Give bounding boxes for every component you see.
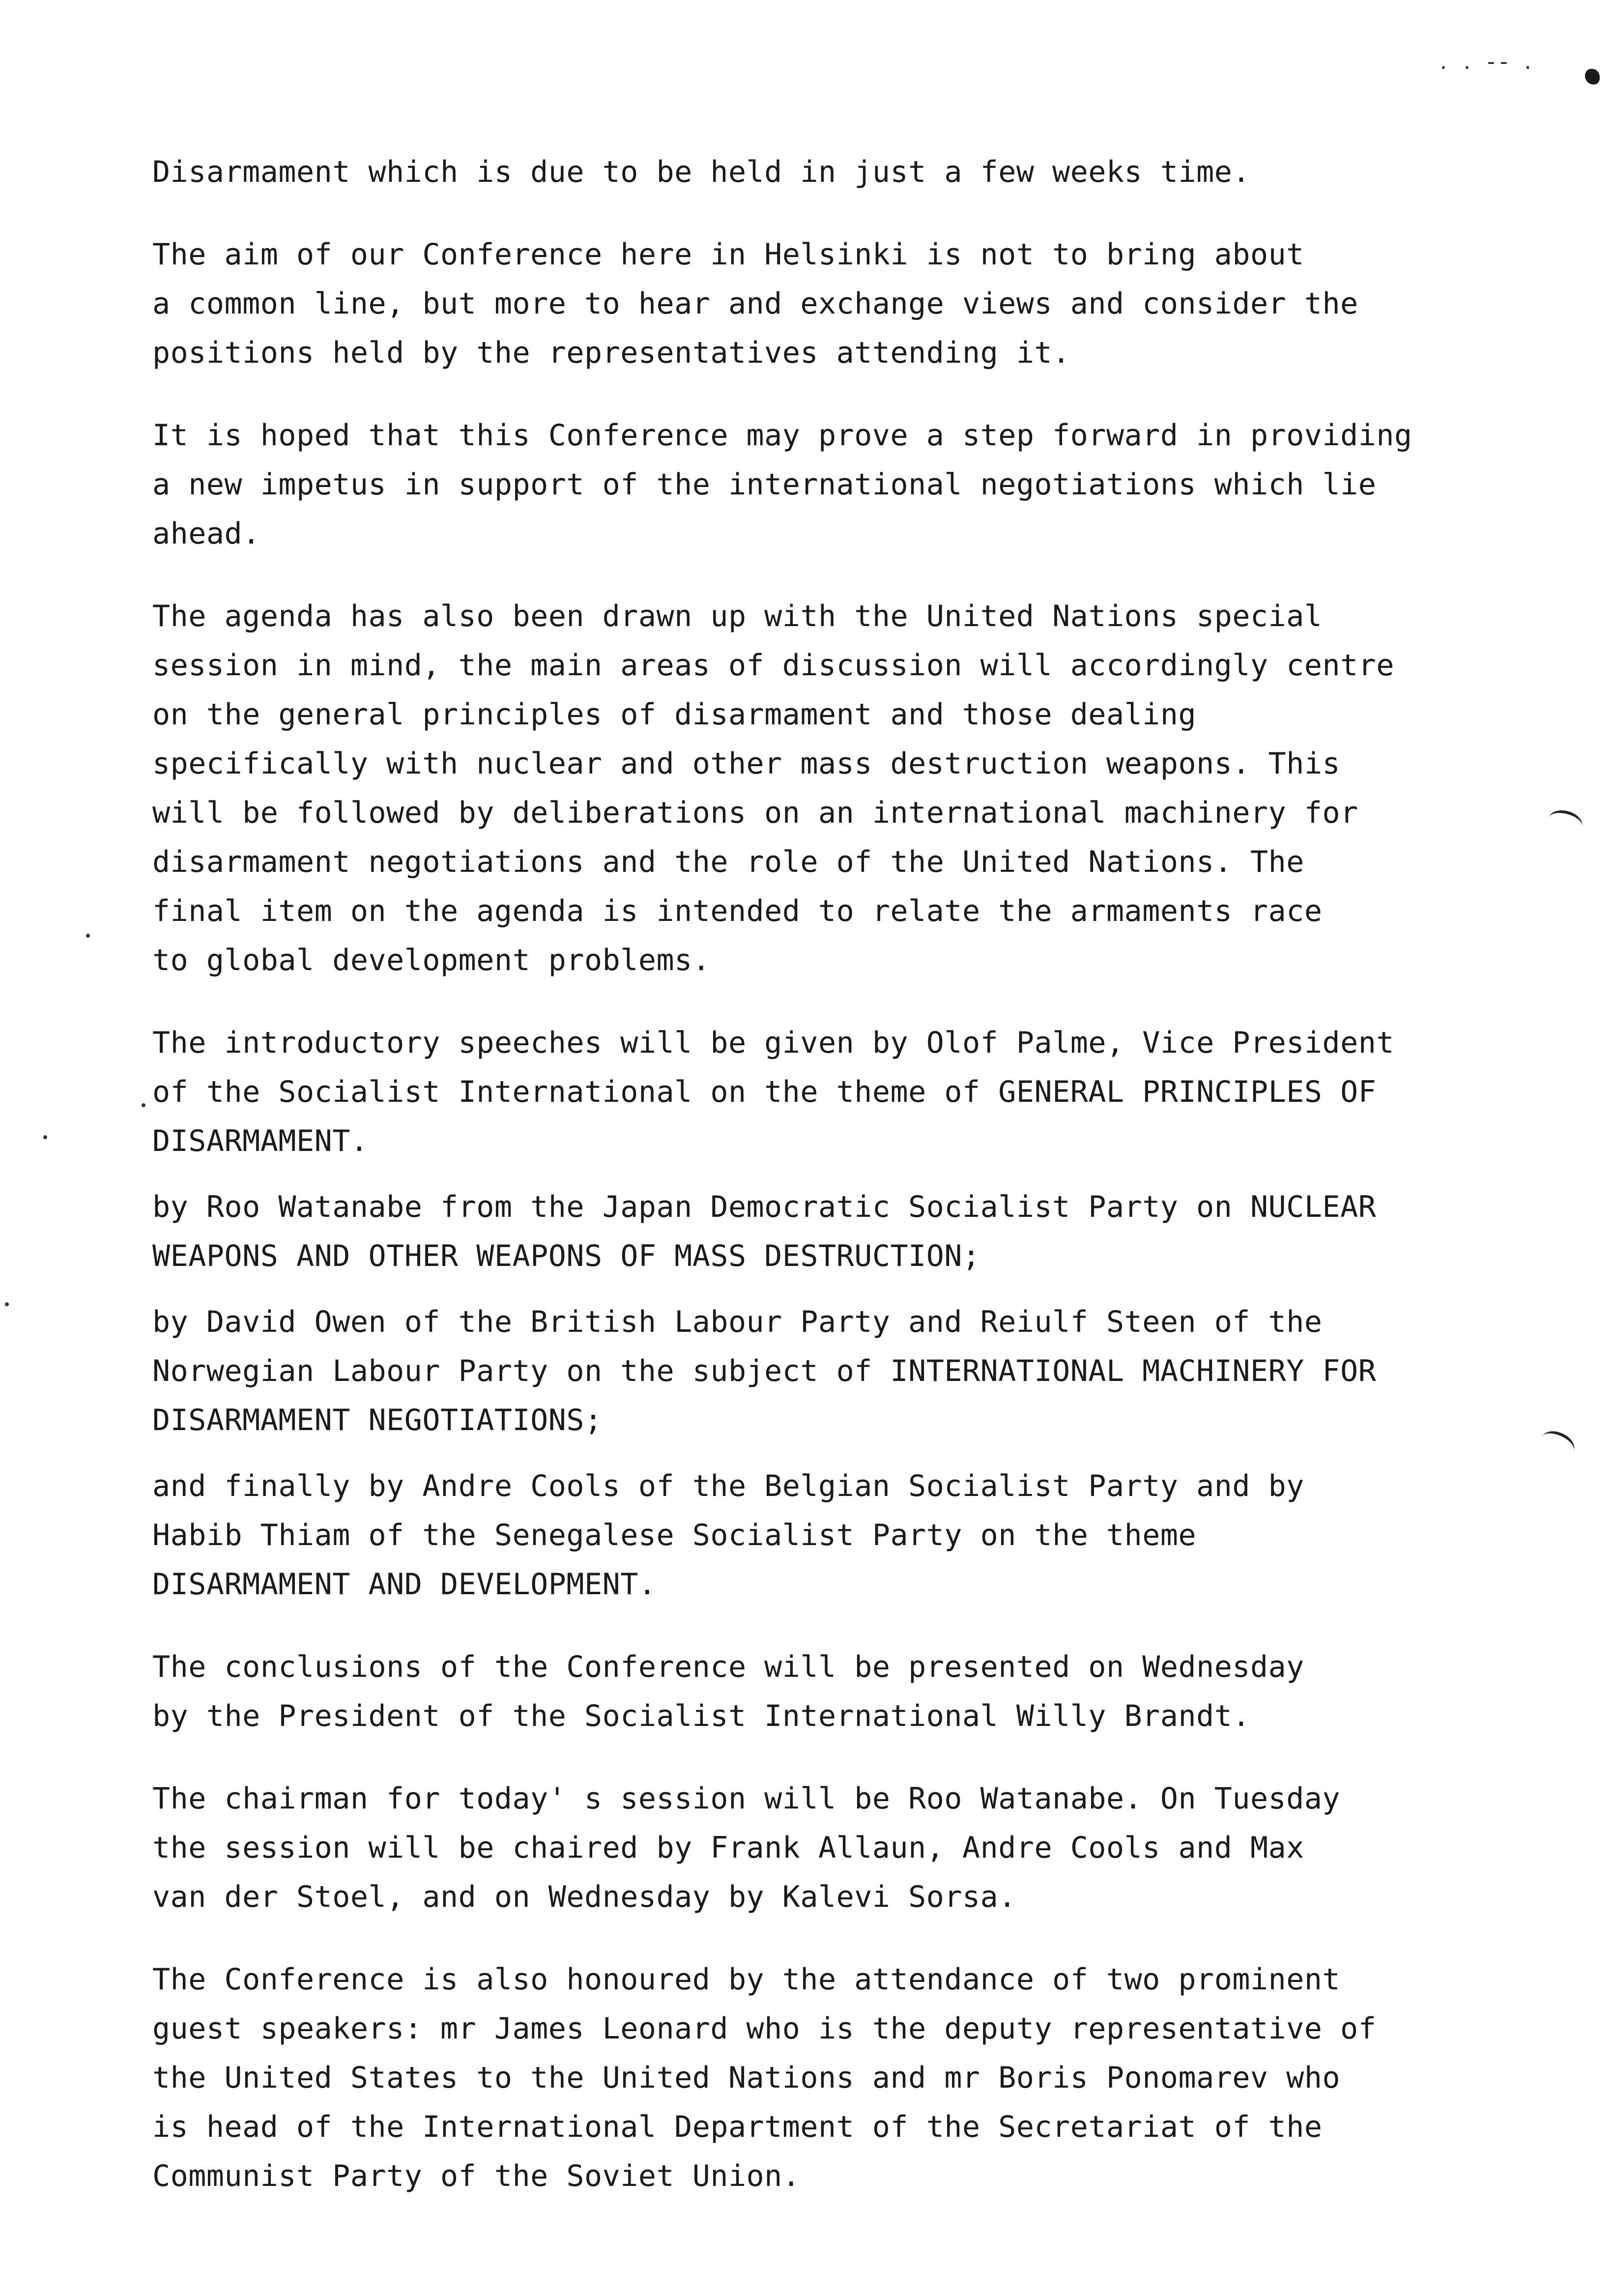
text-line: session in mind, the main areas of discussion will accordingly centre: [152, 648, 1394, 683]
text-line: a new impetus in support of the international negotiations which lie: [152, 467, 1377, 502]
paragraph: [152, 1642, 1528, 1741]
paragraph: [152, 230, 1528, 377]
text-line: Disarmament which is due to be held in just a few weeks time.: [152, 155, 1251, 189]
ink-speck: [5, 1302, 9, 1306]
text-line: Norwegian Labour Party on the subject of INTERNATIONAL MACHINERY FOR: [152, 1354, 1377, 1388]
body-text: [152, 147, 1528, 2234]
text-line: WEAPONS AND OTHER WEAPONS OF MASS DESTRUCTION;: [152, 1239, 980, 1273]
text-line: to global development problems.: [152, 943, 711, 977]
text-line: The conclusions of the Conference will be presented on Wednesday: [152, 1650, 1304, 1684]
text-line: The aim of our Conference here in Helsinki is not to bring about: [152, 237, 1304, 272]
paragraph: [152, 1297, 1528, 1445]
text-line: positions held by the representatives attending it.: [152, 336, 1070, 370]
text-line: It is hoped that this Conference may prove a step forward in providing: [152, 418, 1412, 453]
text-line: and finally by Andre Cools of the Belgian Socialist Party and by: [152, 1469, 1304, 1503]
paragraph: [152, 147, 1528, 197]
paragraph: [152, 1182, 1528, 1281]
text-line: The introductory speeches will be given by Olof Palme, Vice President: [152, 1026, 1394, 1060]
text-line: The agenda has also been drawn up with the United Nations special: [152, 599, 1323, 633]
text-line: guest speakers: mr James Leonard who is the deputy representative of: [152, 2011, 1377, 2046]
text-line: van der Stoel, and on Wednesday by Kalevi Sorsa.: [152, 1880, 1016, 1914]
text-line: DISARMAMENT.: [152, 1124, 369, 1158]
text-line: DISARMAMENT NEGOTIATIONS;: [152, 1403, 603, 1437]
paragraph: [152, 411, 1528, 558]
text-line: The Conference is also honoured by the attendance of two prominent: [152, 1962, 1341, 1997]
text-line: Communist Party of the Soviet Union.: [152, 2159, 801, 2193]
ink-speck: [142, 1103, 145, 1107]
text-line: DISARMAMENT AND DEVELOPMENT.: [152, 1567, 657, 1602]
text-line: The chairman for today' s session will be Roo Watanabe. On Tuesday: [152, 1781, 1341, 1816]
text-line: is head of the International Department of the Secretariat of the: [152, 2110, 1323, 2144]
text-line: ahead.: [152, 517, 260, 551]
text-line: of the Socialist International on the theme of GENERAL PRINCIPLES OF: [152, 1075, 1377, 1109]
margin-hook-mark: [1538, 1426, 1579, 1461]
text-line: disarmament negotiations and the role of the United Nations. The: [152, 845, 1304, 879]
paragraph: [152, 1955, 1528, 2201]
paragraph: [152, 1774, 1528, 1922]
text-line: by Roo Watanabe from the Japan Democratic Socialist Party on NUCLEAR: [152, 1190, 1377, 1224]
text-line: specifically with nuclear and other mass destruction weapons. This: [152, 746, 1341, 781]
text-line: by the President of the Socialist International Willy Brandt.: [152, 1699, 1251, 1733]
text-line: will be followed by deliberations on an international machinery for: [152, 796, 1358, 830]
text-line: by David Owen of the British Labour Party and Reiulf Steen of the: [152, 1305, 1323, 1339]
paragraph: [152, 592, 1528, 985]
ink-speck: [86, 934, 90, 938]
text-line: a common line, but more to hear and exchange views and consider the: [152, 287, 1358, 321]
text-line: the session will be chaired by Frank Allaun, Andre Cools and Max: [152, 1831, 1304, 1865]
paragraph: [152, 1462, 1528, 1609]
ink-speck: [43, 1135, 47, 1139]
ink-blot-mark: [1585, 69, 1600, 85]
text-line: Habib Thiam of the Senegalese Socialist Party on the theme: [152, 1518, 1197, 1552]
header-marks: . . -- .: [1440, 49, 1536, 74]
text-line: the United States to the United Nations and mr Boris Ponomarev who: [152, 2061, 1341, 2095]
margin-hook-mark: [1546, 807, 1585, 838]
paragraph: [152, 1018, 1528, 1166]
text-line: final item on the agenda is intended to relate the armaments race: [152, 894, 1323, 928]
text-line: on the general principles of disarmament and those dealing: [152, 697, 1197, 732]
